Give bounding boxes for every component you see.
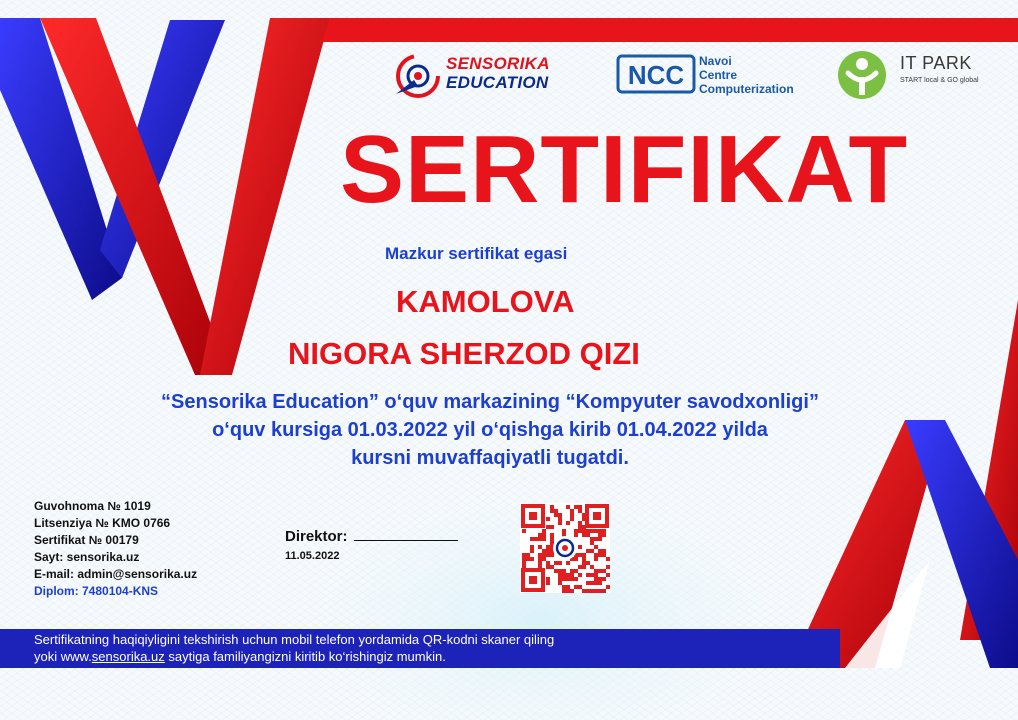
qr-module bbox=[550, 565, 554, 569]
qr-module bbox=[578, 521, 582, 525]
qr-module bbox=[594, 569, 598, 573]
qr-module bbox=[522, 557, 526, 561]
qr-module bbox=[558, 513, 562, 517]
diplom-number: Diplom: 7480104-KNS bbox=[34, 584, 159, 598]
qr-module bbox=[598, 569, 602, 573]
qr-module bbox=[590, 529, 594, 533]
email: E-mail: admin@sensorika.uz bbox=[34, 567, 198, 581]
qr-module bbox=[594, 529, 598, 533]
qr-module bbox=[602, 533, 606, 537]
footer-prefix: yoki www. bbox=[34, 649, 92, 664]
qr-module bbox=[562, 589, 566, 593]
red-top-band bbox=[322, 18, 1018, 42]
qr-module bbox=[590, 541, 594, 545]
qr-module bbox=[586, 589, 590, 593]
qr-module bbox=[542, 553, 546, 557]
qr-module bbox=[546, 549, 550, 553]
itpark-emblem-icon bbox=[834, 47, 890, 103]
qr-module bbox=[598, 577, 602, 581]
qr-module bbox=[562, 585, 566, 589]
qr-module bbox=[590, 565, 594, 569]
qr-module bbox=[602, 577, 606, 581]
qr-module bbox=[542, 533, 546, 537]
body-line-2: o‘quv kursiga 01.03.2022 yil o‘qishga kirib 01.04.2022 yilda bbox=[212, 419, 768, 441]
qr-module bbox=[582, 565, 586, 569]
qr-module bbox=[530, 545, 534, 549]
signature-line bbox=[354, 540, 458, 541]
qr-module bbox=[530, 537, 534, 541]
qr-module bbox=[558, 517, 562, 521]
qr-module bbox=[594, 581, 598, 585]
qr-module bbox=[578, 585, 582, 589]
qr-module bbox=[534, 537, 538, 541]
body-line-1: “Sensorika Education” o‘quv markazining “Kompyuter savodxonligi” bbox=[161, 391, 819, 413]
qr-module bbox=[570, 509, 574, 513]
qr-module bbox=[558, 573, 562, 577]
qr-module bbox=[566, 585, 570, 589]
qr-module bbox=[574, 529, 578, 533]
qr-module bbox=[578, 553, 582, 557]
qr-module bbox=[546, 577, 550, 581]
qr-module bbox=[598, 537, 602, 541]
qr-module bbox=[558, 521, 562, 525]
qr-module bbox=[594, 589, 598, 593]
litsenziya-number: Litsenziya № KMO 0766 bbox=[34, 516, 171, 530]
qr-module bbox=[578, 545, 582, 549]
qr-module bbox=[558, 569, 562, 573]
qr-module bbox=[590, 589, 594, 593]
qr-module bbox=[546, 525, 550, 529]
qr-module bbox=[558, 577, 562, 581]
qr-module bbox=[562, 529, 566, 533]
qr-module bbox=[558, 561, 562, 565]
qr-module bbox=[582, 533, 586, 537]
qr-module bbox=[562, 569, 566, 573]
recipient-surname: KAMOLOVA bbox=[396, 284, 575, 319]
qr-module bbox=[586, 581, 590, 585]
qr-module bbox=[554, 509, 558, 513]
qr-module bbox=[582, 553, 586, 557]
qr-module bbox=[550, 553, 554, 557]
qr-module bbox=[594, 577, 598, 581]
qr-module bbox=[598, 581, 602, 585]
qr-module bbox=[578, 529, 582, 533]
footer-suffix: saytiga familiyangizni kiritib ko‘rishingiz mumkin. bbox=[164, 649, 446, 664]
qr-module bbox=[538, 553, 542, 557]
qr-module bbox=[550, 537, 554, 541]
qr-module bbox=[602, 553, 606, 557]
qr-module bbox=[586, 561, 590, 565]
qr-module bbox=[582, 589, 586, 593]
issuer-info bbox=[34, 498, 197, 600]
ncc-line1: Navoi bbox=[699, 54, 732, 68]
certificate-body bbox=[60, 388, 920, 472]
qr-module bbox=[542, 529, 546, 533]
sensorika-emblem-icon bbox=[392, 50, 444, 102]
sensorika-logo-line2: EDUCATION bbox=[446, 73, 549, 92]
qr-module bbox=[522, 561, 526, 565]
qr-module bbox=[594, 573, 598, 577]
qr-module bbox=[566, 521, 570, 525]
itpark-logo bbox=[834, 47, 994, 103]
body-line-3: kursni muvaffaqiyatli tugatdi. bbox=[351, 447, 629, 469]
qr-module bbox=[570, 517, 574, 521]
qr-module bbox=[538, 533, 542, 537]
footer-line-1: Sertifikatning haqiqiyligini tekshirish uchun mobil telefon yordamida QR-kodni skaner qiling bbox=[34, 632, 555, 647]
qr-module bbox=[562, 577, 566, 581]
director-signature bbox=[285, 528, 458, 545]
qr-module bbox=[546, 581, 550, 585]
qr-module bbox=[554, 561, 558, 565]
sensorika-logo-line1: SENSORIKA bbox=[446, 54, 550, 73]
qr-module bbox=[606, 573, 610, 577]
qr-module bbox=[538, 537, 542, 541]
qr-module bbox=[554, 569, 558, 573]
qr-module bbox=[566, 573, 570, 577]
qr-module bbox=[542, 549, 546, 553]
qr-module bbox=[550, 541, 554, 545]
qr-module bbox=[522, 553, 526, 557]
qr-module bbox=[566, 589, 570, 593]
qr-module bbox=[562, 573, 566, 577]
footer-note bbox=[34, 631, 554, 665]
qr-code[interactable] bbox=[520, 503, 610, 593]
qr-module bbox=[594, 557, 598, 561]
sertifikat-number: Sertifikat № 00179 bbox=[34, 533, 139, 547]
qr-module bbox=[526, 553, 530, 557]
qr-module bbox=[582, 561, 586, 565]
qr-module bbox=[590, 537, 594, 541]
qr-module bbox=[606, 557, 610, 561]
qr-module bbox=[570, 577, 574, 581]
qr-module bbox=[522, 529, 526, 533]
qr-module bbox=[566, 577, 570, 581]
ncc-emblem-icon bbox=[616, 50, 696, 98]
ncc-line2: Centre bbox=[699, 68, 738, 82]
qr-module bbox=[546, 565, 550, 569]
qr-module bbox=[586, 529, 590, 533]
qr-module bbox=[598, 549, 602, 553]
qr-module bbox=[602, 549, 606, 553]
qr-module bbox=[602, 529, 606, 533]
qr-module bbox=[566, 505, 570, 509]
qr-module bbox=[546, 561, 550, 565]
qr-module bbox=[546, 553, 550, 557]
qr-module bbox=[590, 549, 594, 553]
qr-module bbox=[574, 505, 578, 509]
qr-module bbox=[590, 573, 594, 577]
qr-module bbox=[582, 529, 586, 533]
qr-module bbox=[598, 589, 602, 593]
qr-module bbox=[550, 525, 554, 529]
certificate-title: SERTIFIKAT bbox=[340, 116, 909, 223]
itpark-subtitle: START local & GO global bbox=[900, 77, 979, 84]
itpark-title: IT PARK bbox=[900, 53, 972, 73]
qr-module bbox=[554, 513, 558, 517]
qr-module bbox=[594, 537, 598, 541]
qr-module bbox=[530, 549, 534, 553]
sensorika-logo bbox=[392, 50, 567, 102]
qr-module bbox=[566, 561, 570, 565]
qr-module bbox=[586, 573, 590, 577]
qr-module bbox=[598, 553, 602, 557]
qr-module bbox=[570, 569, 574, 573]
qr-module bbox=[582, 557, 586, 561]
director-label: Direktor: bbox=[285, 528, 348, 545]
recipient-given-names: NIGORA SHERZOD QIZI bbox=[288, 336, 640, 371]
qr-module bbox=[578, 525, 582, 529]
qr-module bbox=[586, 549, 590, 553]
qr-module bbox=[570, 513, 574, 517]
qr-module bbox=[570, 589, 574, 593]
qr-module bbox=[606, 565, 610, 569]
qr-module bbox=[526, 557, 530, 561]
qr-module bbox=[602, 569, 606, 573]
footer-line-2 bbox=[34, 648, 554, 665]
qr-module bbox=[558, 581, 562, 585]
red-ribbon-right bbox=[200, 18, 330, 375]
qr-module bbox=[590, 581, 594, 585]
qr-module bbox=[574, 585, 578, 589]
ncc-logo bbox=[616, 50, 816, 102]
qr-module bbox=[546, 517, 550, 521]
qr-module bbox=[550, 509, 554, 513]
qr-module bbox=[538, 557, 542, 561]
qr-module bbox=[606, 585, 610, 589]
guvohnoma-number: Guvohnoma № 1019 bbox=[34, 499, 151, 513]
qr-module bbox=[542, 557, 546, 561]
qr-module bbox=[574, 533, 578, 537]
qr-module bbox=[594, 545, 598, 549]
ncc-line3: Computerization bbox=[699, 82, 794, 96]
qr-module bbox=[538, 561, 542, 565]
qr-module bbox=[594, 553, 598, 557]
qr-module bbox=[578, 509, 582, 513]
qr-module bbox=[550, 505, 554, 509]
qr-module bbox=[602, 589, 606, 593]
qr-module bbox=[578, 573, 582, 577]
qr-module bbox=[586, 533, 590, 537]
qr-module bbox=[550, 533, 554, 537]
website: Sayt: sensorika.uz bbox=[34, 550, 140, 564]
qr-module bbox=[578, 565, 582, 569]
qr-module bbox=[574, 557, 578, 561]
issue-date: 11.05.2022 bbox=[285, 550, 340, 562]
qr-module bbox=[598, 529, 602, 533]
footer-website-link[interactable]: sensorika.uz bbox=[91, 649, 165, 664]
ncc-mark: NCC bbox=[627, 60, 685, 90]
qr-module bbox=[530, 557, 534, 561]
qr-module bbox=[598, 533, 602, 537]
qr-module bbox=[578, 505, 582, 509]
qr-module bbox=[570, 573, 574, 577]
qr-module bbox=[574, 577, 578, 581]
qr-module bbox=[574, 569, 578, 573]
qr-module bbox=[546, 545, 550, 549]
owner-label: Mazkur sertifikat egasi bbox=[385, 244, 568, 263]
qr-module bbox=[538, 545, 542, 549]
qr-module bbox=[542, 537, 546, 541]
